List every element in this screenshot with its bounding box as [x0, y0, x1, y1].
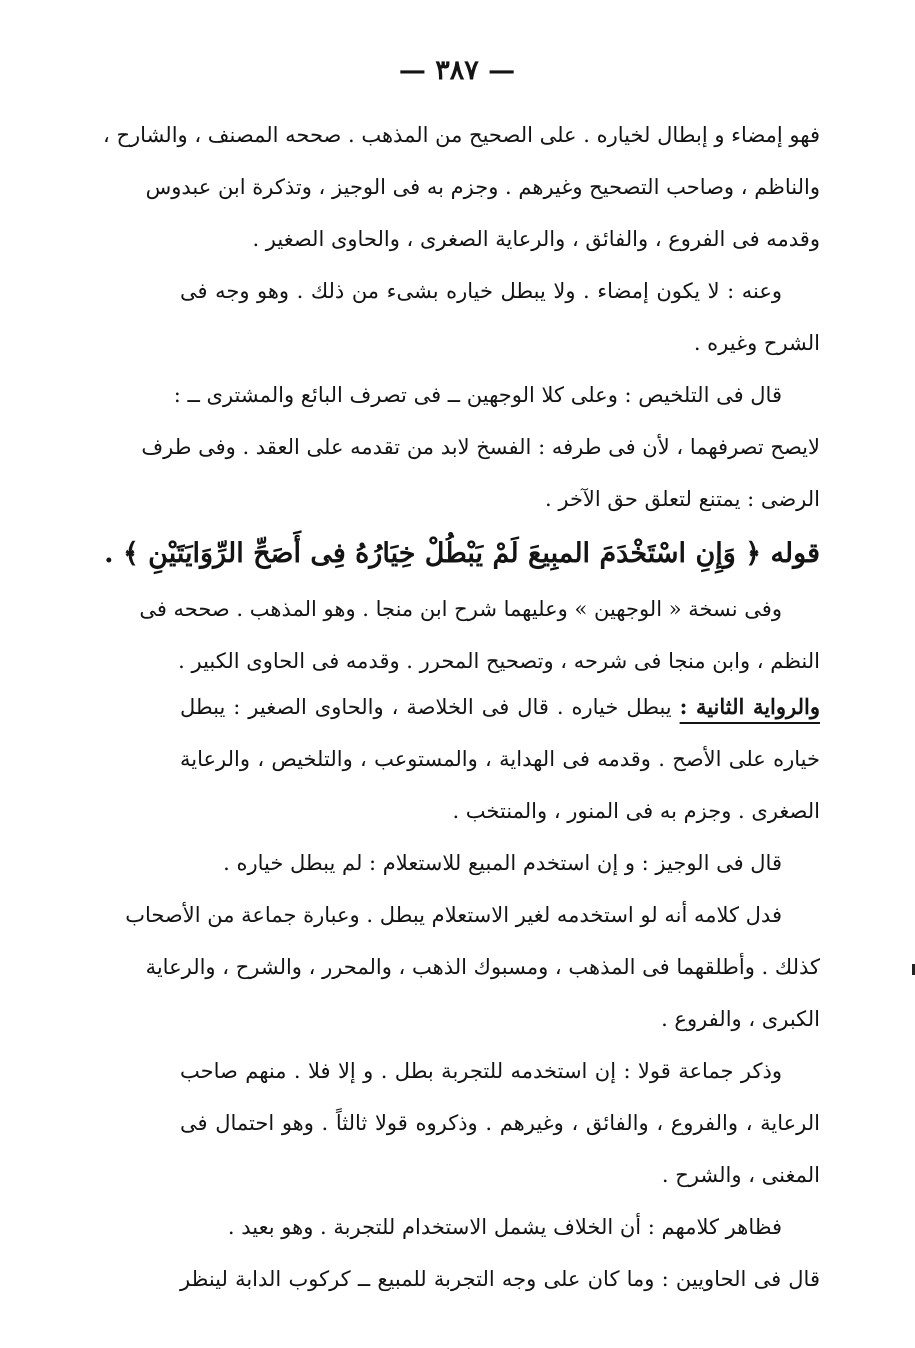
text-line: الشرح وغيره . — [693, 331, 820, 355]
text-line: الصغرى . وجزم به فى المنور ، والمنتخب . — [452, 799, 820, 823]
underlined-label: والرواية الثانية : — [679, 694, 820, 719]
text-line: كذلك . وأطلقهما فى المذهب ، ومسبوك الذهب ، والمحرر ، والشرح ، والرعاية — [145, 955, 820, 979]
text-line: قال فى الوجيز : و إن استخدم المبيع للاستعلام : لم يبطل خياره . — [223, 851, 782, 875]
text-line: وقدمه فى الفروع ، والفائق ، والرعاية الصغرى ، والحاوى الصغير . — [252, 227, 820, 251]
text-line: قال فى التلخيص : وعلى كلا الوجهين ــ فى تصرف البائع والمشترى ــ : — [173, 383, 782, 407]
text-line-rest: يبطل خياره . قال فى الخلاصة ، والحاوى الصغير : يبطل — [180, 695, 672, 719]
text-line: وذكر جماعة قولا : إن استخدمه للتجربة بطل . و إلا فلا . منهم صاحب — [180, 1059, 782, 1083]
text-line: لايصح تصرفهما ، لأن فى طرفه : الفسخ لابد من تقدمه على العقد . وفى طرف — [141, 435, 820, 459]
text-line: الرضى : يمتنع لتعلق حق الآخر . — [545, 487, 820, 511]
text-line — [180, 692, 820, 744]
text-line: وعنه : لا يكون إمضاء . ولا يبطل خياره بشىء من ذلك . وهو وجه فى — [180, 279, 782, 303]
text-line: فهو إمضاء و إبطال لخياره . على الصحيح من المذهب . صححه المصنف ، والشارح ، — [103, 123, 820, 147]
text-line: فدل كلامه أنه لو استخدمه لغير الاستعلام يبطل . وعبارة جماعة من الأصحاب — [125, 903, 782, 927]
text-line: والناظم ، وصاحب التصحيح وغيرهم . وجزم به فى الوجيز ، وتذكرة ابن عبدوس — [145, 175, 820, 199]
page-number: — ٣٨٧ — — [398, 55, 516, 86]
text-line: فظاهر كلامهم : أن الخلاف يشمل الاستخدام للتجربة . وهو بعيد . — [227, 1215, 782, 1239]
section-heading: قوله ﴿ وَإِنِ اسْتَخْدَمَ المبِيعَ لَمْ يَبْطُلْ خِيَارُهُ فِى أَصَحِّ الرِّوَايَتَيْنِ ﴾ . — [104, 538, 820, 569]
text-line: النظم ، وابن منجا فى شرحه ، وتصحيح المحرر . وقدمه فى الحاوى الكبير . — [178, 649, 820, 673]
body-text — [103, 120, 820, 1316]
text-line: المغنى ، والشرح . — [661, 1163, 820, 1187]
text-line: قال فى الحاويين : وما كان على وجه التجربة للمبيع ــ كركوب الدابة لينظر — [180, 1267, 820, 1291]
text-line: الكبرى ، والفروع . — [661, 1007, 820, 1031]
text-line: وفى نسخة « الوجهين » وعليهما شرح ابن منجا . وهو المذهب . صححه فى — [139, 597, 782, 621]
text-line: خياره على الأصح . وقدمه فى الهداية ، والمستوعب ، والتلخيص ، والرعاية — [180, 747, 820, 771]
text-line: الرعاية ، والفروع ، والفائق ، وغيرهم . وذكروه قولا ثالثاً . وهو احتمال فى — [180, 1111, 820, 1135]
